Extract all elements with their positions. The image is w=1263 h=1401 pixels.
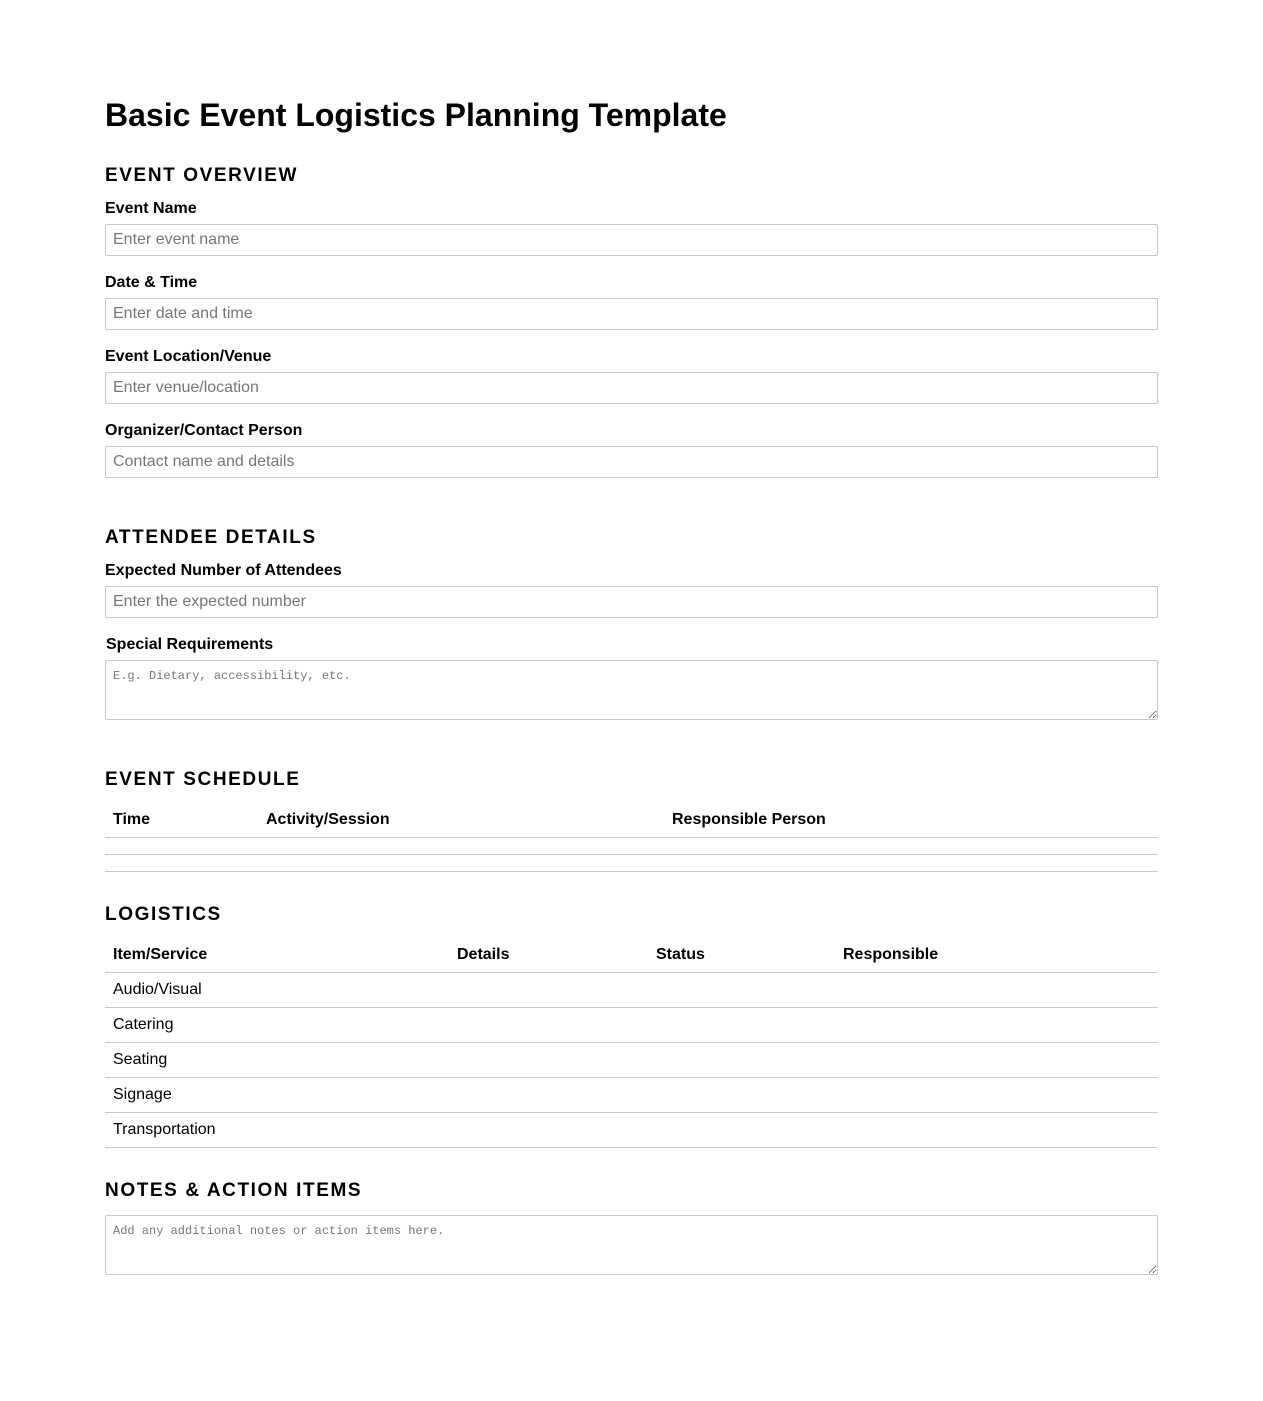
table-cell[interactable]	[648, 1113, 835, 1148]
expected-attendees-label: Expected Number of Attendees	[105, 562, 342, 579]
table-row[interactable]	[105, 1113, 1158, 1148]
table-cell[interactable]	[835, 1078, 1158, 1113]
table-cell-item: Audio/Visual	[105, 973, 449, 1008]
table-cell-item: Catering	[105, 1008, 449, 1043]
table-row[interactable]	[105, 1043, 1158, 1078]
column-header-details: Details	[449, 938, 648, 973]
table-cell[interactable]	[449, 973, 648, 1008]
column-header-responsible-person: Responsible Person	[664, 803, 1158, 838]
table-cell[interactable]	[835, 1008, 1158, 1043]
event-schedule-table	[105, 803, 1158, 872]
venue-label: Event Location/Venue	[105, 348, 272, 365]
event-overview-heading: EVENT OVERVIEW	[105, 165, 299, 186]
table-cell-item: Transportation	[105, 1113, 449, 1148]
table-cell[interactable]	[648, 1043, 835, 1078]
special-requirements-label: Special Requirements	[106, 636, 274, 653]
column-header-responsible: Responsible	[835, 938, 1158, 973]
table-row[interactable]	[105, 1008, 1158, 1043]
table-cell[interactable]	[258, 838, 664, 855]
table-cell[interactable]	[648, 1008, 835, 1043]
notes-heading: NOTES & ACTION ITEMS	[105, 1180, 363, 1201]
organizer-label: Organizer/Contact Person	[105, 422, 303, 439]
table-cell[interactable]	[664, 838, 1158, 855]
notes-textarea[interactable]	[105, 1215, 1158, 1275]
table-cell[interactable]	[835, 973, 1158, 1008]
table-cell[interactable]	[648, 1078, 835, 1113]
date-time-input[interactable]	[105, 298, 1158, 330]
date-time-label: Date & Time	[105, 274, 198, 291]
attendee-details-heading: ATTENDEE DETAILS	[105, 527, 317, 548]
table-cell[interactable]	[105, 838, 258, 855]
table-header-row	[105, 803, 1158, 838]
expected-attendees-input[interactable]	[105, 586, 1158, 618]
table-cell-item: Signage	[105, 1078, 449, 1113]
table-cell[interactable]	[449, 1078, 648, 1113]
table-cell[interactable]	[648, 973, 835, 1008]
table-row[interactable]	[105, 1078, 1158, 1113]
table-row[interactable]	[105, 855, 1158, 872]
event-schedule-heading: EVENT SCHEDULE	[105, 769, 301, 790]
table-cell[interactable]	[449, 1043, 648, 1078]
table-cell-item: Seating	[105, 1043, 449, 1078]
table-cell[interactable]	[105, 855, 258, 872]
special-requirements-textarea[interactable]	[105, 660, 1158, 720]
column-header-status: Status	[648, 938, 835, 973]
table-cell[interactable]	[835, 1043, 1158, 1078]
table-cell[interactable]	[664, 855, 1158, 872]
column-header-item-service: Item/Service	[105, 938, 449, 973]
table-cell[interactable]	[258, 855, 664, 872]
table-row[interactable]	[105, 973, 1158, 1008]
table-cell[interactable]	[449, 1113, 648, 1148]
column-header-time: Time	[105, 803, 258, 838]
logistics-table	[105, 938, 1158, 1148]
logistics-heading: LOGISTICS	[105, 904, 222, 925]
organizer-input[interactable]	[105, 446, 1158, 478]
table-cell[interactable]	[449, 1008, 648, 1043]
page-title: Basic Event Logistics Planning Template	[105, 97, 727, 133]
table-header-row	[105, 938, 1158, 973]
event-name-label: Event Name	[105, 200, 197, 217]
event-name-input[interactable]	[105, 224, 1158, 256]
venue-input[interactable]	[105, 372, 1158, 404]
column-header-activity: Activity/Session	[258, 803, 664, 838]
table-row[interactable]	[105, 838, 1158, 855]
table-cell[interactable]	[835, 1113, 1158, 1148]
